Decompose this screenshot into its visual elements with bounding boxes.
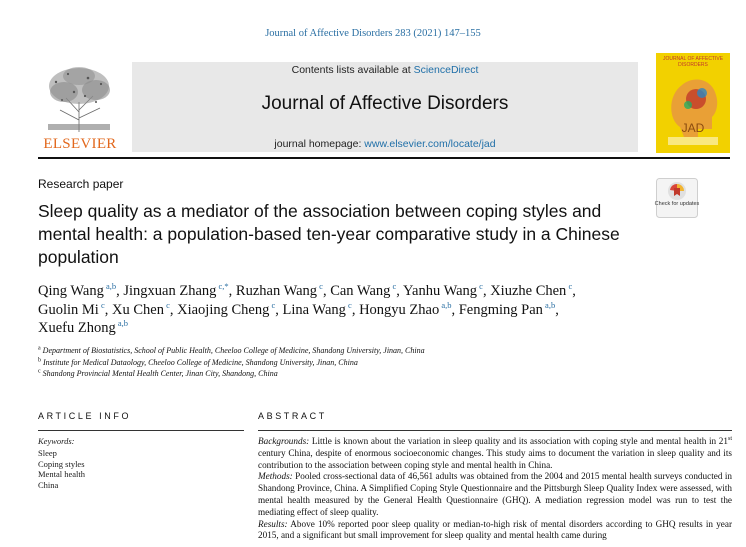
journal-cover[interactable]: [656, 53, 730, 153]
author-name[interactable]: Yanhu Wang: [403, 283, 478, 299]
keyword-item: China: [38, 479, 59, 490]
methods-text: Pooled cross-sectional data of 46,561 adults was obtained from the 2004 and 2015 mental health surveys conducted in Shandong Province, China. A Simplified Coping Style Questionnaire and the Pittsburgh Sleep Quality Index were assessed, with mental health measured by the General Health Questionnaire (GHQ). A mediation regression model was run to test the mediating effect of sleep quality.: [258, 471, 732, 517]
journal-title: Journal of Affective Disorders: [261, 93, 509, 114]
author-list: Qing Wang $^{a,b}$, Jingxuan Zhang $^{c,*}$, Ruzhan Wang $^c$, Can Wang $^c$, Yanhu Wang $^c$, Xiuzhe Chen $^c$, Guolin Mi $^c$, Xu Chen $^c$, Xiaojing Cheng $^c$, Lina Wang $^c$, Hongyu Zhao $^{a,b}$, Fengming Pan $^{a,b}$, Xuefu Zhong $^{a,b}$: [38, 281, 576, 336]
author-affiliation-marker[interactable]: c: [317, 281, 323, 292]
affiliation-item: [38, 368, 658, 380]
paper-type: Research paper: [38, 177, 124, 191]
cover-abbrev: JAD: [681, 121, 705, 135]
elsevier-wordmark: ELSEVIER: [43, 136, 117, 152]
author-affiliation-marker[interactable]: c: [345, 299, 352, 310]
abstract-heading: ABSTRACT: [258, 411, 327, 421]
keyword-item: Sleep: [38, 448, 57, 458]
author-name[interactable]: Xu Chen: [111, 301, 164, 318]
author-name[interactable]: Jingxuan Zhang: [123, 283, 217, 299]
affiliation-text: Institute for Medical Dataology, Cheeloo College of Medicine, Shandong University, Jinan, China: [41, 357, 358, 367]
author-name[interactable]: Lina Wang: [282, 301, 346, 318]
header-divider: [38, 157, 730, 159]
contents-line: [132, 64, 638, 76]
author-name[interactable]: Qing Wang: [38, 283, 104, 299]
article-info-rule: [38, 430, 244, 431]
cover-title: JOURNAL OF AFFECTIVE DISORDERS: [662, 56, 724, 68]
affiliation-key: c: [38, 368, 41, 375]
results-label: Results:: [258, 518, 288, 529]
article-info-heading: ARTICLE INFO: [38, 411, 132, 421]
keyword-list: [38, 448, 85, 490]
homepage-prefix: journal homepage:: [274, 138, 365, 150]
backgrounds-sup: st: [727, 435, 732, 442]
sciencedirect-link[interactable]: ScienceDirect: [413, 64, 479, 76]
author-affiliation-marker[interactable]: c: [390, 281, 397, 292]
results-text: Above 10% reported poor sleep quality or median-to-high risk of mental disorders according to GHQ results in year 2015, and a significant but small improvement for sleep quality and mental health came during: [258, 518, 732, 541]
abstract-rule: [258, 430, 732, 431]
abstract-body: [258, 436, 732, 542]
author-name[interactable]: Xuefu Zhong: [38, 320, 116, 336]
author-name[interactable]: Xiuzhe Chen: [490, 283, 567, 299]
author-name[interactable]: Guolin Mi: [38, 301, 99, 318]
affiliation-key: a: [38, 345, 41, 352]
author-affiliation-marker[interactable]: a,b: [103, 281, 117, 292]
affiliation-list: [38, 345, 658, 380]
author-affiliation-marker[interactable]: c: [566, 281, 573, 292]
check-for-updates-label[interactable]: Check for updates: [654, 201, 700, 207]
author-affiliation-marker[interactable]: a,b: [439, 299, 452, 310]
check-for-updates-icon[interactable]: [656, 178, 698, 218]
keyword-item: Mental health: [38, 469, 85, 479]
author-name[interactable]: Xiaojing Cheng: [177, 301, 270, 318]
author-affiliation-marker[interactable]: a,b: [115, 318, 128, 329]
affiliation-key: b: [38, 356, 41, 363]
contents-prefix: Contents lists available at: [291, 64, 414, 76]
methods-label: Methods:: [258, 471, 293, 482]
backgrounds-text-a: Little is known about the variation in sleep quality and its association with coping style and mental health in 21: [309, 436, 728, 446]
affiliation-text: Department of Biostatistics, School of Public Health, Cheeloo College of Medicine, Shandong University, Jinan, China: [40, 346, 425, 355]
author-name[interactable]: Can Wang: [330, 283, 391, 299]
article-title: Sleep quality as a mediator of the association between coping styles and mental health: a population-based ten-year comparative study in a Chinese population: [38, 201, 620, 267]
homepage-line: [132, 138, 638, 150]
author-affiliation-marker[interactable]: a,b: [542, 299, 556, 310]
homepage-link[interactable]: www.elsevier.com/locate/jad: [364, 138, 496, 150]
author-affiliation-marker[interactable]: c,*: [216, 281, 229, 292]
affiliation-item: [38, 345, 658, 357]
author-affiliation-marker[interactable]: c: [477, 281, 483, 292]
author-affiliation-marker[interactable]: c: [269, 299, 276, 310]
affiliation-item: [38, 357, 658, 369]
affiliation-text: Shandong Provincial Mental Health Center, Jinan City, Shandong, China: [40, 369, 278, 378]
backgrounds-label: Backgrounds:: [258, 436, 310, 446]
author-name[interactable]: Hongyu Zhao: [359, 301, 440, 318]
author-name[interactable]: Fengming Pan: [458, 301, 543, 318]
journal-citation[interactable]: Journal of Affective Disorders 283 (2021) 147–155: [265, 28, 481, 39]
author-name[interactable]: Ruzhan Wang: [235, 283, 318, 299]
author-affiliation-marker[interactable]: c: [98, 299, 105, 310]
keywords-label: Keywords:: [38, 436, 75, 446]
cover-head-icon: [662, 67, 724, 147]
keyword-item: Coping styles: [38, 458, 85, 469]
author-affiliation-marker[interactable]: c: [163, 299, 170, 310]
backgrounds-text-b: century China, despite of enormous socioeconomic changes. This study aims to document the variation in sleep quality and its contribution to the association between coping style and mental health in China.: [258, 447, 732, 470]
